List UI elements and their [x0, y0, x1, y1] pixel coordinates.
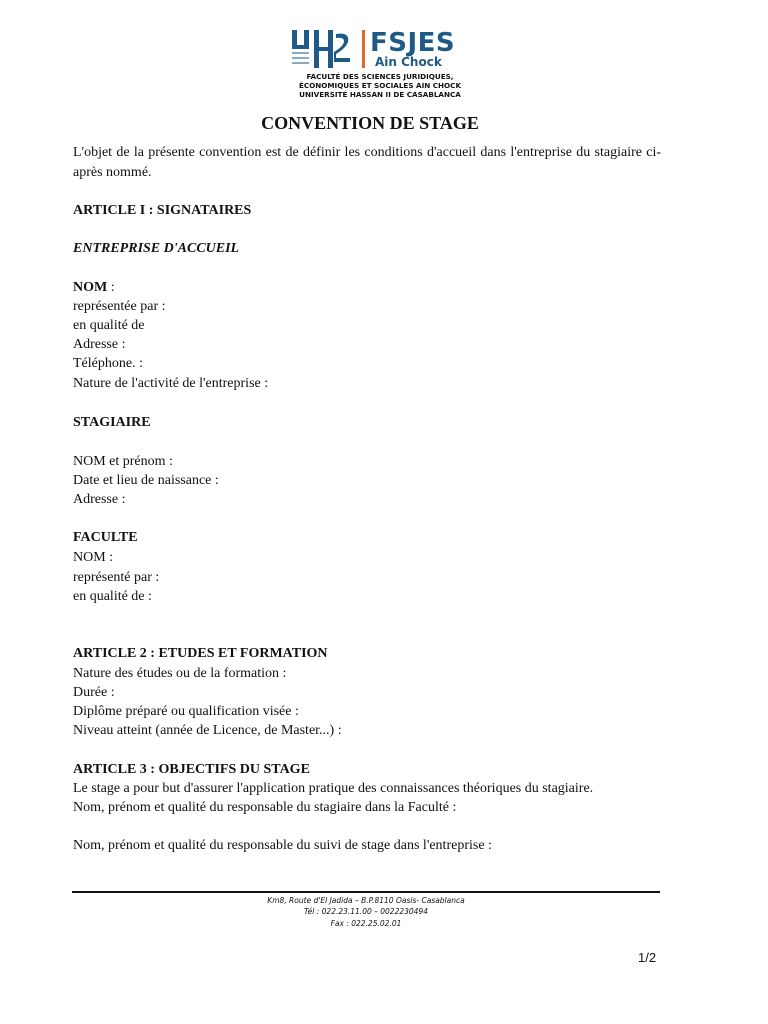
article2-heading: ARTICLE 2 : ETUDES ET FORMATION — [73, 646, 328, 661]
logo-separator — [362, 30, 365, 68]
entreprise-adresse: Adresse : — [73, 337, 126, 352]
article2-duree: Durée : — [73, 685, 115, 700]
logo-brand-sub: Ain Chock — [375, 55, 442, 69]
article2-niveau: Niveau atteint (année de Licence, de Master...) : — [73, 723, 342, 738]
faculte-heading: FACULTE — [73, 530, 138, 545]
faculty-name — [290, 72, 470, 99]
entreprise-nature: Nature de l'activité de l'entreprise : — [73, 376, 269, 391]
article3-line-3: Nom, prénom et qualité du responsable du suivi de stage dans l'entreprise : — [73, 838, 492, 853]
nom-label: NOM — [73, 280, 108, 295]
faculty-line-1: FACULTÉ DES SCIENCES JURIDIQUES, — [306, 72, 454, 81]
logo-brand: FSJES — [370, 28, 456, 58]
uh2-logo-icon — [290, 28, 352, 70]
faculte-qualite: en qualité de : — [73, 589, 152, 604]
article3-line-1: Le stage a pour but d'assurer l'application pratique des connaissances théoriques du stagiaire. — [73, 781, 594, 796]
footer-rule — [72, 891, 660, 893]
intro-paragraph: L'objet de la présente convention est de définir les conditions d'accueil dans l'entreprise du stagiaire ci-après nommé. — [73, 145, 661, 180]
stagiaire-heading: STAGIAIRE — [73, 415, 151, 430]
article3-line-2: Nom, prénom et qualité du responsable du stagiaire dans la Faculté : — [73, 800, 457, 815]
page-number: 1/2 — [638, 950, 657, 965]
footer-fax: Fax : 022.25.02.01 — [330, 919, 402, 928]
faculty-line-2: ÉCONOMIQUES ET SOCIALES AIN CHOCK — [298, 81, 462, 90]
faculty-line-3: UNIVERSITÉ HASSAN II DE CASABLANCA — [299, 90, 461, 99]
entreprise-heading: ENTREPRISE D'ACCUEIL — [73, 241, 240, 256]
faculte-represente: représenté par : — [73, 570, 160, 585]
stagiaire-date: Date et lieu de naissance : — [73, 473, 219, 488]
article1-heading: ARTICLE I : SIGNATAIRES — [73, 203, 252, 218]
entreprise-nom — [73, 278, 115, 297]
entreprise-qualite: en qualité de — [73, 318, 145, 333]
document-title: CONVENTION DE STAGE — [261, 113, 479, 133]
article2-nature: Nature des études ou de la formation : — [73, 666, 287, 681]
article2-diplome: Diplôme préparé ou qualification visée : — [73, 704, 299, 719]
faculte-nom: NOM : — [73, 550, 114, 565]
nom-suffix: : — [107, 280, 115, 295]
entreprise-telephone: Téléphone. : — [73, 356, 143, 371]
entreprise-representee: représentée par : — [73, 299, 166, 314]
fsjes-logo — [290, 28, 470, 106]
stagiaire-adresse: Adresse : — [73, 492, 126, 507]
stagiaire-nom: NOM et prénom : — [73, 454, 173, 469]
footer-address: Km8, Route d'El Jadida – B.P.8110 Oasis- Casablanca — [267, 896, 465, 905]
article3-heading: ARTICLE 3 : OBJECTIFS DU STAGE — [73, 762, 310, 777]
footer-tel: Tél : 022.23.11.00 – 0022230494 — [304, 907, 428, 916]
